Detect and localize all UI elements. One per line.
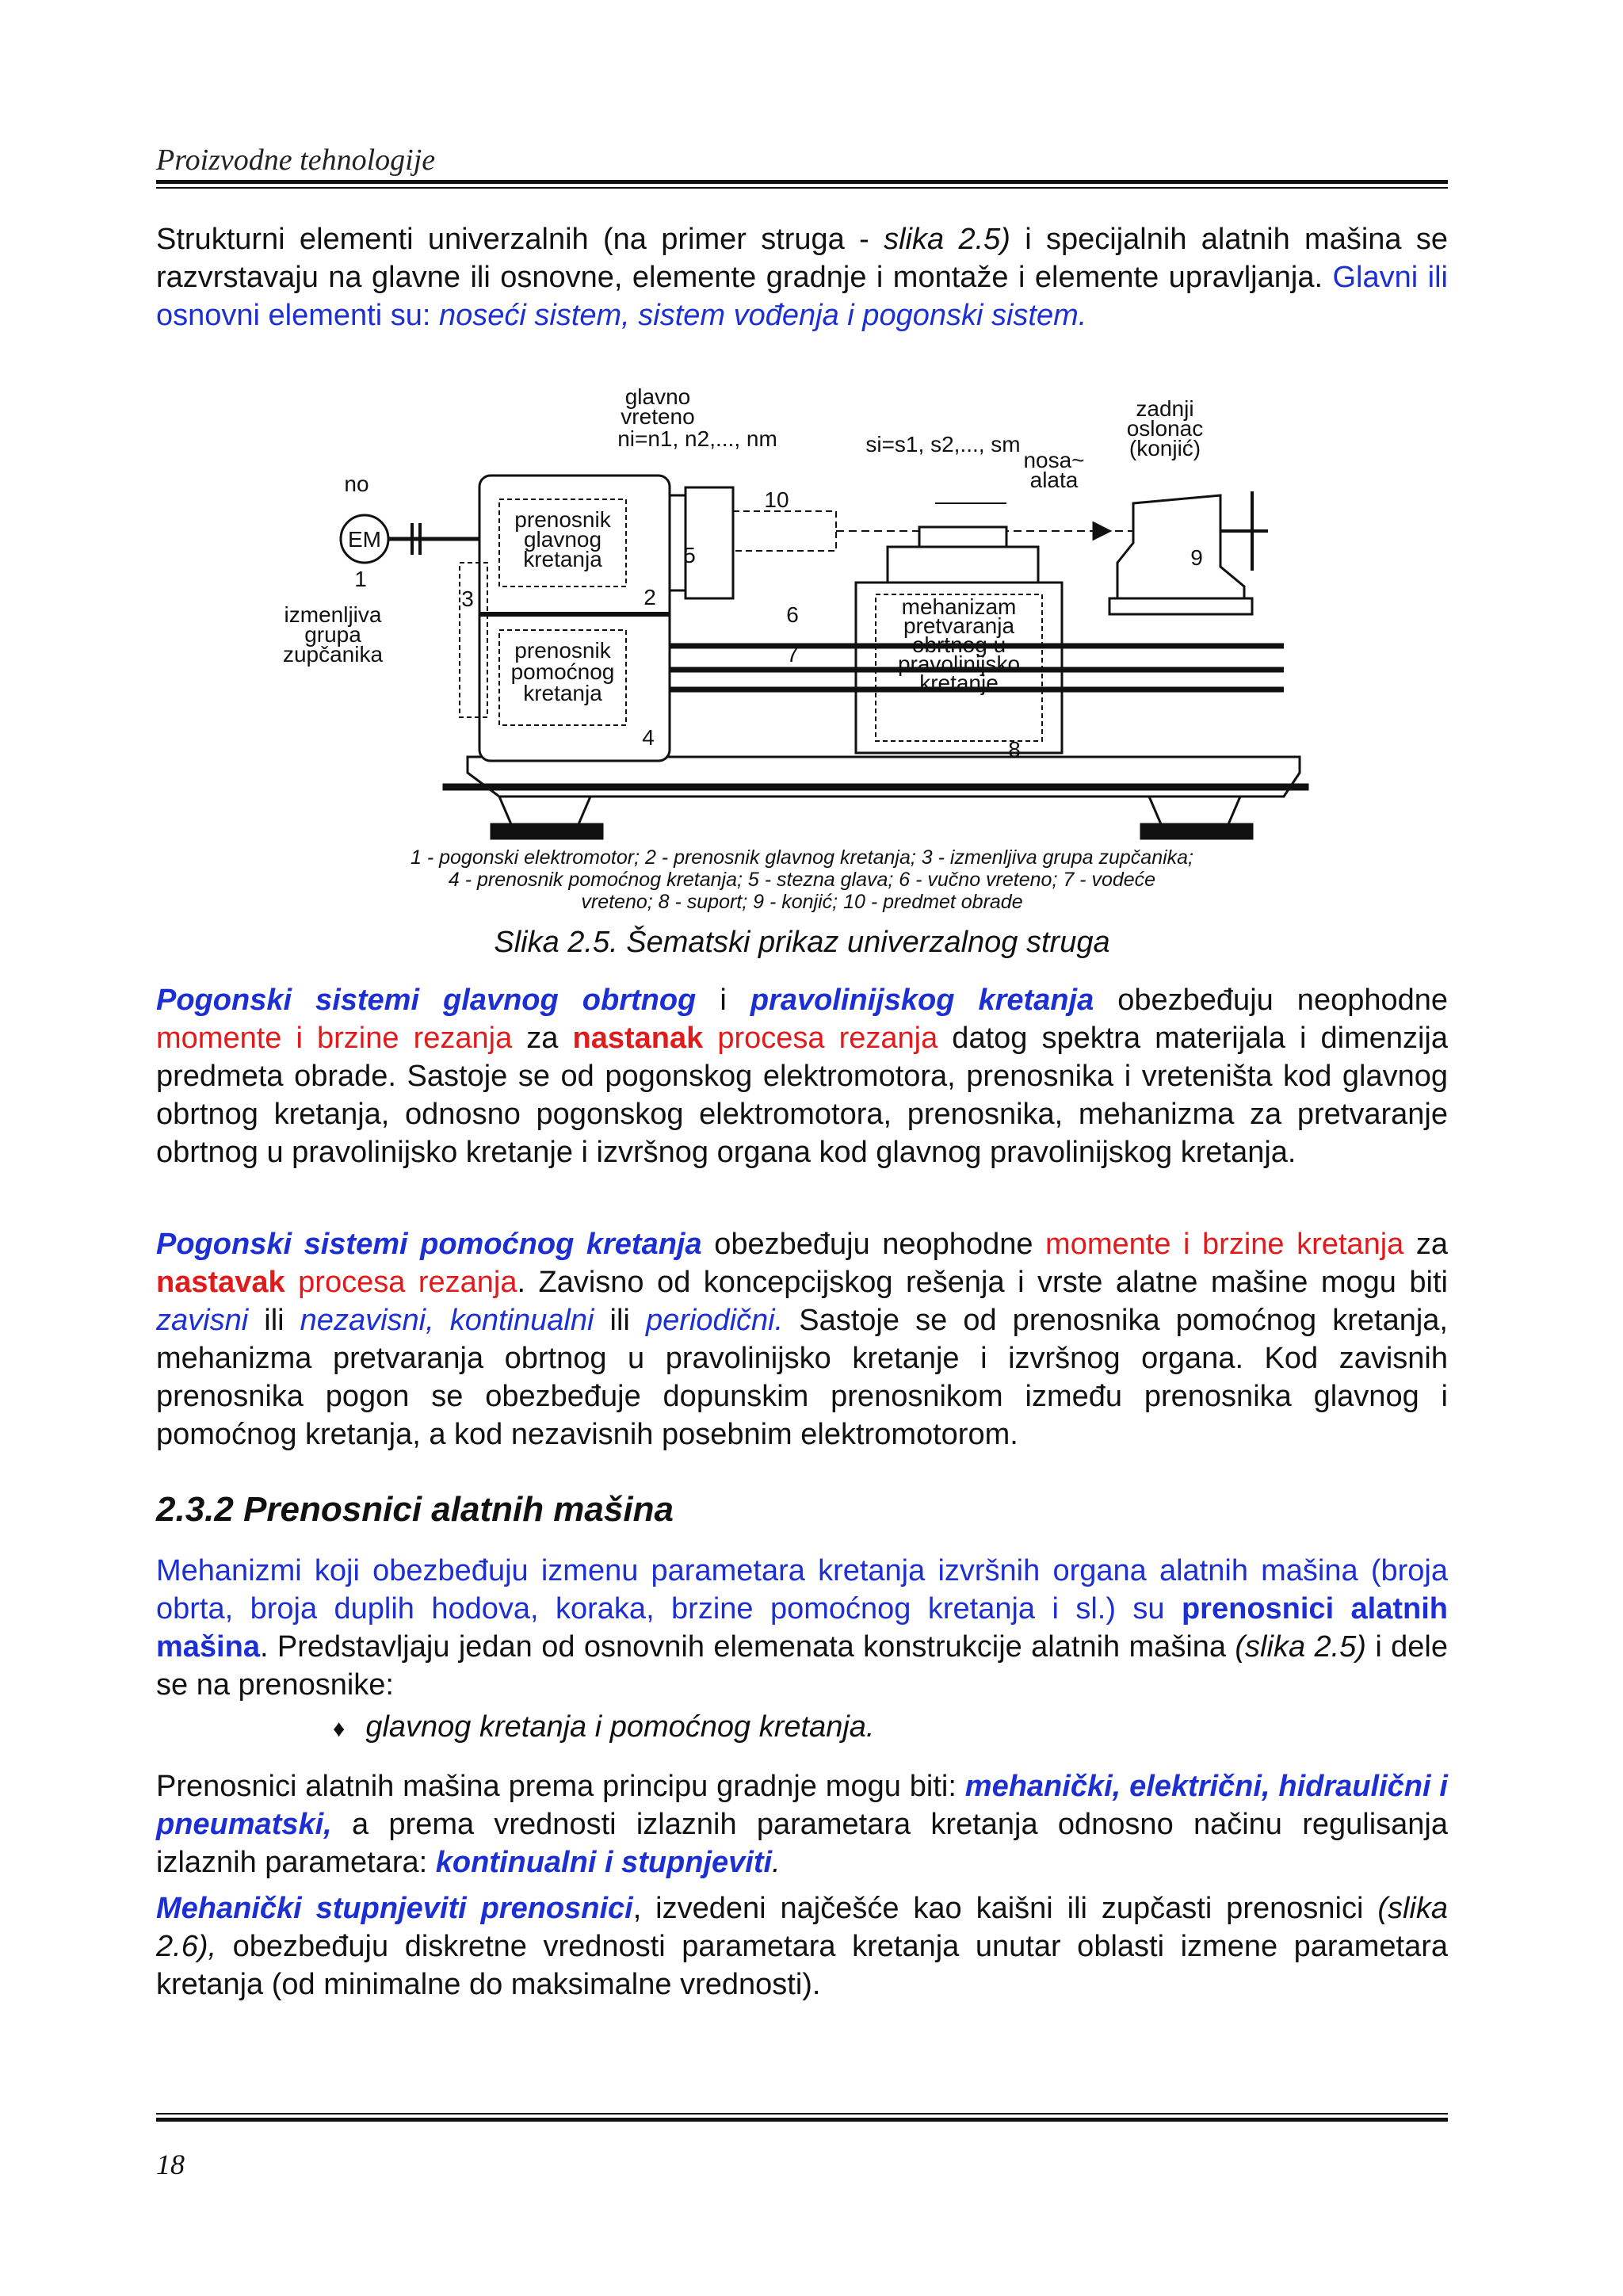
label-num-7: 7 xyxy=(786,642,799,667)
label-prenosnik-pomocnog-3: kretanja xyxy=(523,681,602,705)
label-num-4: 4 xyxy=(642,725,655,750)
label-mehanizam-3: obrtnog u xyxy=(911,632,1006,657)
label-num-6: 6 xyxy=(786,602,799,627)
footer-rule-thick xyxy=(156,2118,1448,2122)
label-num-3: 3 xyxy=(461,586,474,611)
lathe-schematic xyxy=(282,384,1308,844)
label-konjic: (konjić) xyxy=(1128,436,1201,460)
label-n0: no xyxy=(344,472,369,496)
label-n-formula: ni=n1, n2,..., nm xyxy=(617,426,777,451)
label-mehanizam-2: pretvaranja xyxy=(903,613,1015,638)
header-rule-thick xyxy=(156,180,1448,184)
paragraph-3: Mehanizmi koji obezbeđuju izmenu parametara kretanja izvršnih organa alatnih mašina (broja obrta, broja duplih hodova, koraka, brzine pomoćnog kretanja i sl.) su prenosnici alatnih mašina. Predstavljaju jedan od osnovnih elemenata konstrukcije alatnih mašina (slika 2.5) i dele se na prenosnike: xyxy=(156,1554,1449,1702)
label-num-9: 9 xyxy=(1190,545,1203,570)
paragraph-4: Prenosnici alatnih mašina prema principu gradnje mogu biti: mehanički, električni, hidraulični i pneumatski, a prema vrednosti izlaznih parametara kretanja odnosno načinu regulisanja izlaznih parametara: kontinualni i stupnjeviti. xyxy=(156,1770,1448,1879)
label-num-2: 2 xyxy=(643,585,656,609)
diamond-bullet-icon: ♦ xyxy=(333,1716,346,1742)
running-title: Proizvodne tehnologije xyxy=(156,143,436,177)
label-prenosnik-pomocnog-2: pomoćnog xyxy=(510,659,615,684)
label-nosac-1: nosa~ xyxy=(1023,448,1085,472)
lathe-diagram xyxy=(282,384,1308,844)
legend-line-2: 4 - prenosnik pomoćnog kretanja; 5 - stezna glava; 6 - vučno vreteno; 7 - vodeće xyxy=(448,869,1156,891)
intro-paragraph: Strukturni elementi univerzalnih (na primer struga - slika 2.5) i specijalnih alatnih mašina se razvrstavaju na glavne ili osnovne, elemente gradnje i montaže i elemente upravljanja. Glavni ili osnovni elementi su: noseći sistem, sistem vođenja i pogonski sistem. xyxy=(156,223,1449,332)
label-izmenljiva-1: izmenljiva xyxy=(284,602,382,627)
label-num-8: 8 xyxy=(1008,737,1021,762)
header-rule-thin xyxy=(156,187,1448,189)
label-vreteno: vreteno xyxy=(621,404,695,429)
bullet-item: ♦ glavnog kretanja i pomoćnog kretanja. xyxy=(333,1710,875,1744)
label-num-5: 5 xyxy=(683,543,696,567)
paragraph-5: Mehanički stupnjeviti prenosnici, izvedeni najčešće kao kaišni ili zupčasti prenosnici (slika 2.6), obezbeđuju diskretne vrednosti parametara kretanja unutar oblasti izmene parametara kretanja (od minimalne do maksimalne vrednosti). xyxy=(156,1892,1448,2001)
label-s-formula: si=s1, s2,..., sm xyxy=(865,432,1021,457)
section-heading: 2.3.2 Prenosnici alatnih mašina xyxy=(156,1490,674,1529)
label-izmenljiva-2: grupa xyxy=(304,622,361,647)
label-oslonac: oslonac xyxy=(1126,416,1204,441)
label-prenosnik-glavnog-3: kretanja xyxy=(523,547,602,571)
footer-rule-thin xyxy=(156,2113,1448,2115)
label-mehanizam-1: mehanizam xyxy=(901,594,1017,619)
figure-caption: Slika 2.5. Šematski prikaz univerzalnog struga xyxy=(494,926,1110,959)
label-glavno: glavno xyxy=(624,384,691,409)
legend-line-3: vreteno; 8 - suport; 9 - konjić; 10 - predmet obrade xyxy=(581,891,1023,913)
label-mehanizam-4: pravolinijsko xyxy=(897,651,1021,676)
paragraph-1: Pogonski sistemi glavnog obrtnog i pravolinijskog kretanja obezbeđuju neophodne momente i brzine rezanja za nastanak procesa rezanja datog spektra materijala i dimenzija predmeta obrade. Sastoje se od pogonskog elektromotora, prenosnika i vreteništa kod glavnog obrtnog kretanja, odnosno pogonskog elektromotora, prenosnika, mehanizma za pretvaranje obrtnog u pravolinijsko kretanje i izvršnog organa kod glavnog pravolinijskog kretanja. xyxy=(156,984,1449,1169)
label-prenosnik-pomocnog-1: prenosnik xyxy=(514,638,611,663)
label-zadnji: zadnji xyxy=(1136,396,1194,421)
label-nosac-2: alata xyxy=(1029,468,1079,492)
label-prenosnik-glavnog-1: prenosnik xyxy=(514,507,611,532)
label-prenosnik-glavnog-2: glavnog xyxy=(523,527,602,552)
label-num-1: 1 xyxy=(354,567,367,591)
label-izmenljiva-3: zupčanika xyxy=(282,642,384,667)
label-num-10: 10 xyxy=(764,487,789,512)
legend-line-1: 1 - pogonski elektromotor; 2 - prenosnik glavnog kretanja; 3 - izmenljiva grupa zupčanika; xyxy=(410,846,1193,869)
label-em: EM xyxy=(348,527,381,552)
page-number: 18 xyxy=(156,2149,185,2180)
label-mehanizam-5: kretanje xyxy=(919,670,999,695)
paragraph-2: Pogonski sistemi pomoćnog kretanja obezbeđuju neophodne momente i brzine kretanja za nastavak procesa rezanja. Zavisno od koncepcijskog rešenja i vrste alatne mašine mogu biti zavisni ili nezavisni, kontinualni ili periodični. Sastoje se od prenosnika pomoćnog kretanja, mehanizma pretvaranja obrtnog u pravolinijsko kretanje i izvršnog organa. Kod zavisnih prenosnika pogon se obezbeđuje dopunskim prenosnikom između prenosnika glavnog i pomoćnog kretanja, a kod nezavisnih posebnim elektromotorom. xyxy=(156,1228,1448,1451)
figure-legend xyxy=(156,846,1448,913)
